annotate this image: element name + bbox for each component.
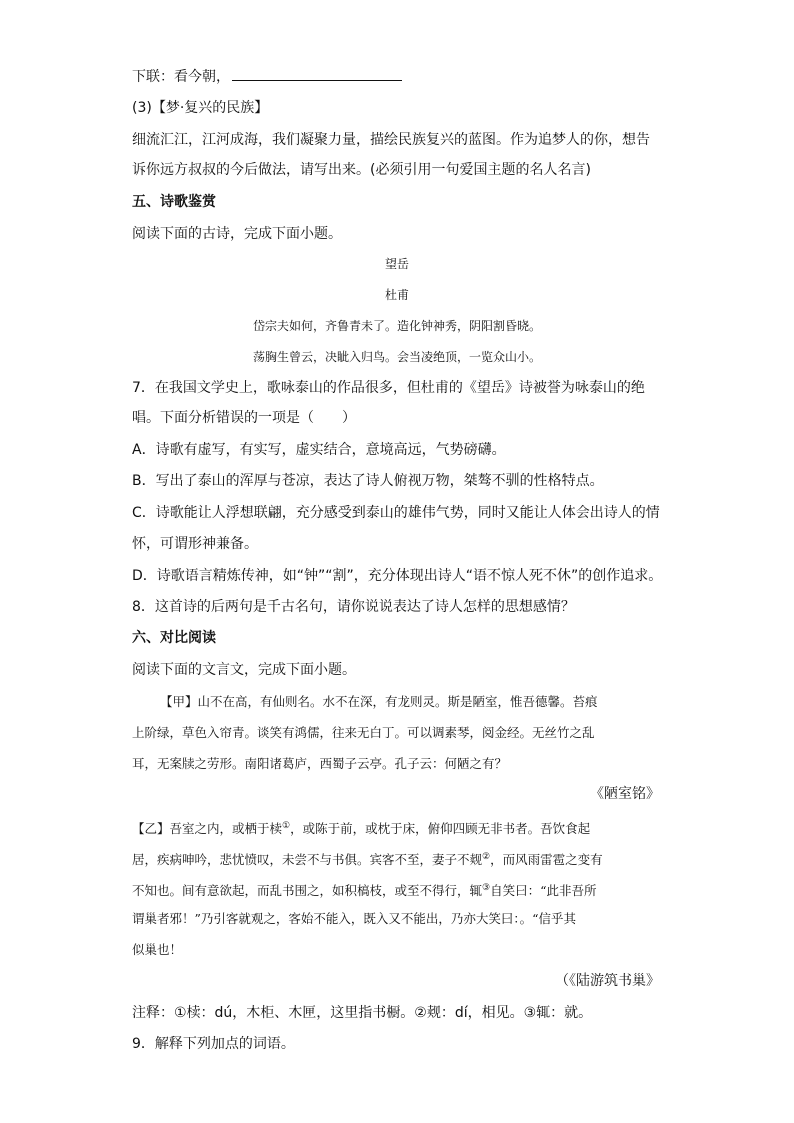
option-d: D．诗歌语言精炼传神，如“钟”“割”，充分体现出诗人“语不惊人死不休”的创作追求。 [132, 568, 663, 584]
poem-title: 望岳 [384, 257, 409, 271]
poem-line-2: 荡胸生曾云，决眦入归鸟。会当凌绝顶，一览众山小。 [252, 350, 541, 364]
q8: 8．这首诗的后两句是千古名句，请你说说表达了诗人怎样的思想感情？ [132, 599, 575, 615]
yi-line-1 [132, 816, 590, 839]
section-5-intro: 阅读下面的古诗，完成下面小题。 [132, 226, 342, 242]
option-c-line-1: C．诗歌能让人浮想联翩，充分感受到泰山的雄伟气势，同时又能让人体会出诗人的情 [132, 505, 660, 521]
annotation-notes: 注释：①椟：dú，木柜、木匣，这里指书橱。②觌：dí，相见。③辄：就。 [132, 1005, 593, 1021]
yi-line-2-part-b: ，而风雨雷雹之变有 [490, 852, 603, 868]
q7-line-2: 唱。下面分析错误的一项是（ ） [132, 410, 356, 426]
yi-line-3 [132, 878, 597, 901]
section-5-title: 五、诗歌鉴赏 [132, 194, 216, 210]
q3-paragraph-line-2: 诉你远方叔叔的今后做法，请写出来。(必须引用一句爱国主题的名人名言) [132, 162, 591, 178]
q3-paragraph-line-1: 细流汇江，江河成海，我们凝聚力量，描绘民族复兴的蓝图。作为追梦人的你，想告 [132, 132, 650, 148]
couplet-lower-label: 下联：看今朝， [132, 69, 230, 85]
section-6-intro: 阅读下面的文言文，完成下面小题。 [132, 662, 356, 678]
note-marker-1: ① [282, 821, 291, 831]
yi-source: （《陆游筑书巢》 [555, 973, 660, 989]
jia-line-3: 耳，无案牍之劳形。南阳诸葛庐，西蜀子云亭。孔子云：何陋之有？ [132, 756, 508, 771]
q3-title: (3)【梦·复兴的民族】 [132, 100, 269, 116]
option-c-line-2: 怀，可谓形神兼备。 [132, 536, 258, 552]
yi-line-1-part-a: 【乙】吾室之内，或栖于椟 [132, 821, 283, 837]
poem-author: 杜甫 [384, 288, 409, 302]
yi-line-1-part-b: ，或陈于前，或枕于床，俯仰四顾无非书者。吾饮食起 [290, 821, 591, 837]
section-6-title: 六、对比阅读 [132, 630, 216, 646]
option-a: A．诗歌有虚写，有实写，虚实结合，意境高远，气势磅礴。 [132, 442, 506, 458]
option-b: B．写出了泰山的浑厚与苍凉，表达了诗人俯视万物，桀骜不驯的性格特点。 [132, 473, 604, 489]
answer-blank[interactable] [232, 66, 402, 81]
note-marker-2: ② [482, 852, 491, 862]
yi-line-3-part-b: 自笑曰：“此非吾所 [490, 883, 597, 899]
note-marker-3: ③ [482, 883, 491, 893]
yi-line-3-part-a: 不知也。间有意欲起，而乱书围之，如积槁枝，或至不得行，辄 [132, 883, 483, 899]
jia-line-2: 上阶绿，草色入帘青。谈笑有鸿儒，往来无白丁。可以调素琴，阅金经。无丝竹之乱 [132, 725, 595, 740]
q7-line-1: 7．在我国文学史上，歌咏泰山的作品很多，但杜甫的《望岳》诗被誉为咏泰山的绝 [132, 380, 645, 396]
q9: 9．解释下列加点的词语。 [132, 1036, 295, 1052]
couplet-lower [132, 66, 402, 87]
jia-line-1: 【甲】山不在高，有仙则名。水不在深，有龙则灵。斯是陋室，惟吾德馨。苔痕 [160, 694, 598, 709]
yi-line-4: 谓巢者邪！”乃引客就观之，客始不能入，既入又不能出，乃亦大笑曰：。“信乎其 [132, 911, 577, 926]
yi-line-2-part-a: 居，疾病呻吟，悲忧愤叹，未尝不与书俱。宾客不至，妻子不觌 [132, 852, 483, 868]
jia-source: 《陋室铭》 [590, 786, 660, 802]
yi-line-5: 似巢也！ [132, 942, 183, 957]
poem-line-1: 岱宗夫如何，齐鲁青未了。造化钟神秀，阴阳割昏晓。 [252, 319, 541, 333]
yi-line-2 [132, 847, 603, 870]
